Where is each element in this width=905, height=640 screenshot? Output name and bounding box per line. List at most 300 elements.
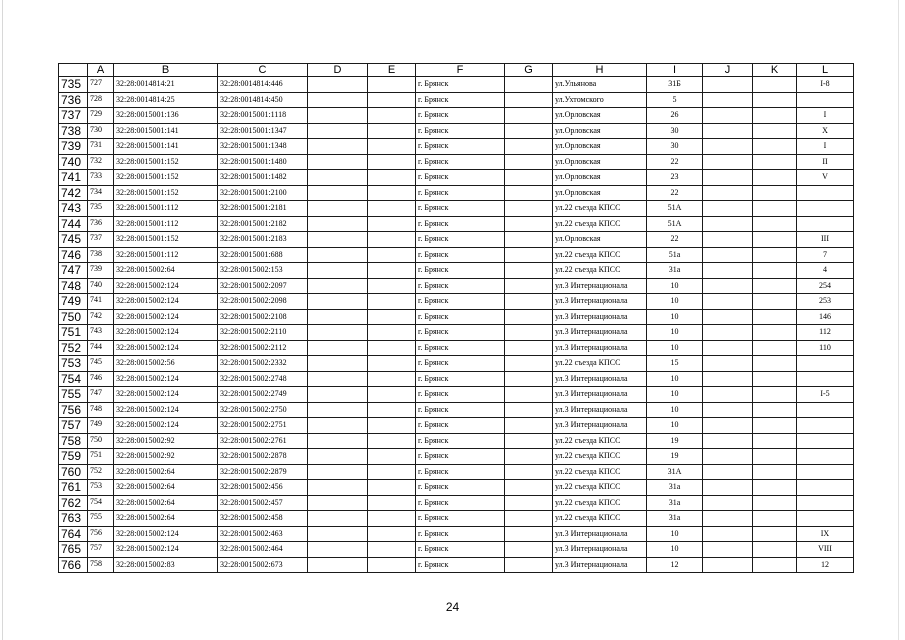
cell-l[interactable]: I-5 — [797, 387, 854, 403]
cell-a[interactable]: 738 — [88, 247, 114, 263]
cell-l[interactable]: 253 — [797, 294, 854, 310]
cell-j[interactable] — [703, 123, 753, 139]
cell-j[interactable] — [703, 170, 753, 186]
row-header[interactable]: 749 — [59, 294, 88, 310]
cell-d[interactable] — [308, 356, 368, 372]
cell-e[interactable] — [368, 278, 416, 294]
cell-e[interactable] — [368, 247, 416, 263]
row-header[interactable]: 757 — [59, 418, 88, 434]
cell-h[interactable]: ул.22 съезда КПСС — [553, 495, 647, 511]
row-header[interactable]: 745 — [59, 232, 88, 248]
cell-l[interactable]: I — [797, 108, 854, 124]
column-header-l[interactable]: L — [797, 64, 854, 77]
cell-a[interactable]: 734 — [88, 185, 114, 201]
cell-g[interactable] — [505, 418, 553, 434]
cell-i[interactable]: 10 — [647, 371, 703, 387]
cell-e[interactable] — [368, 340, 416, 356]
cell-c[interactable]: 32:28:0015001:688 — [218, 247, 308, 263]
cell-j[interactable] — [703, 449, 753, 465]
cell-f[interactable]: г. Брянск — [416, 325, 505, 341]
cell-c[interactable]: 32:28:0015002:463 — [218, 526, 308, 542]
cell-h[interactable]: ул.22 съезда КПСС — [553, 511, 647, 527]
cell-k[interactable] — [753, 387, 797, 403]
cell-l[interactable]: 12 — [797, 557, 854, 573]
cell-f[interactable]: г. Брянск — [416, 464, 505, 480]
cell-g[interactable] — [505, 464, 553, 480]
cell-b[interactable]: 32:28:0015002:92 — [114, 433, 218, 449]
cell-k[interactable] — [753, 402, 797, 418]
cell-b[interactable]: 32:28:0015001:141 — [114, 123, 218, 139]
cell-c[interactable]: 32:28:0015002:2108 — [218, 309, 308, 325]
cell-f[interactable]: г. Брянск — [416, 433, 505, 449]
cell-e[interactable] — [368, 185, 416, 201]
cell-c[interactable]: 32:28:0015001:1348 — [218, 139, 308, 155]
cell-a[interactable]: 751 — [88, 449, 114, 465]
cell-g[interactable] — [505, 139, 553, 155]
row-header[interactable]: 755 — [59, 387, 88, 403]
cell-l[interactable]: 254 — [797, 278, 854, 294]
cell-j[interactable] — [703, 263, 753, 279]
cell-d[interactable] — [308, 170, 368, 186]
cell-l[interactable] — [797, 185, 854, 201]
cell-g[interactable] — [505, 433, 553, 449]
cell-a[interactable]: 754 — [88, 495, 114, 511]
column-header-g[interactable]: G — [505, 64, 553, 77]
cell-a[interactable]: 749 — [88, 418, 114, 434]
cell-a[interactable]: 745 — [88, 356, 114, 372]
cell-i[interactable]: 10 — [647, 542, 703, 558]
cell-l[interactable]: I-8 — [797, 77, 854, 93]
cell-f[interactable]: г. Брянск — [416, 309, 505, 325]
cell-l[interactable]: 110 — [797, 340, 854, 356]
cell-i[interactable]: 31а — [647, 495, 703, 511]
cell-h[interactable]: ул.3 Интернационала — [553, 542, 647, 558]
cell-l[interactable] — [797, 216, 854, 232]
cell-k[interactable] — [753, 433, 797, 449]
cell-h[interactable]: ул.22 съезда КПСС — [553, 480, 647, 496]
cell-d[interactable] — [308, 542, 368, 558]
cell-a[interactable]: 750 — [88, 433, 114, 449]
row-header[interactable]: 761 — [59, 480, 88, 496]
cell-c[interactable]: 32:28:0015002:673 — [218, 557, 308, 573]
cell-f[interactable]: г. Брянск — [416, 371, 505, 387]
cell-c[interactable]: 32:28:0015001:2182 — [218, 216, 308, 232]
cell-i[interactable]: 31А — [647, 464, 703, 480]
cell-f[interactable]: г. Брянск — [416, 418, 505, 434]
cell-e[interactable] — [368, 170, 416, 186]
cell-g[interactable] — [505, 557, 553, 573]
cell-f[interactable]: г. Брянск — [416, 92, 505, 108]
cell-c[interactable]: 32:28:0015002:458 — [218, 511, 308, 527]
cell-g[interactable] — [505, 278, 553, 294]
cell-j[interactable] — [703, 92, 753, 108]
cell-a[interactable]: 752 — [88, 464, 114, 480]
cell-b[interactable]: 32:28:0015002:83 — [114, 557, 218, 573]
cell-k[interactable] — [753, 216, 797, 232]
cell-j[interactable] — [703, 340, 753, 356]
cell-e[interactable] — [368, 557, 416, 573]
cell-i[interactable]: 23 — [647, 170, 703, 186]
cell-k[interactable] — [753, 92, 797, 108]
cell-j[interactable] — [703, 278, 753, 294]
cell-f[interactable]: г. Брянск — [416, 278, 505, 294]
column-header-c[interactable]: C — [218, 64, 308, 77]
cell-e[interactable] — [368, 77, 416, 93]
cell-c[interactable]: 32:28:0015002:457 — [218, 495, 308, 511]
cell-g[interactable] — [505, 77, 553, 93]
cell-l[interactable] — [797, 92, 854, 108]
cell-c[interactable]: 32:28:0015002:2761 — [218, 433, 308, 449]
cell-d[interactable] — [308, 557, 368, 573]
cell-k[interactable] — [753, 340, 797, 356]
cell-h[interactable]: ул.22 съезда КПСС — [553, 356, 647, 372]
column-header-b[interactable]: B — [114, 64, 218, 77]
cell-l[interactable] — [797, 201, 854, 217]
cell-d[interactable] — [308, 92, 368, 108]
cell-l[interactable] — [797, 464, 854, 480]
cell-f[interactable]: г. Брянск — [416, 495, 505, 511]
cell-h[interactable]: ул.22 съезда КПСС — [553, 433, 647, 449]
cell-d[interactable] — [308, 232, 368, 248]
cell-d[interactable] — [308, 294, 368, 310]
cell-h[interactable]: ул.Орловская — [553, 123, 647, 139]
cell-l[interactable] — [797, 480, 854, 496]
cell-k[interactable] — [753, 232, 797, 248]
cell-a[interactable]: 753 — [88, 480, 114, 496]
row-header[interactable]: 759 — [59, 449, 88, 465]
cell-e[interactable] — [368, 309, 416, 325]
cell-j[interactable] — [703, 77, 753, 93]
cell-j[interactable] — [703, 402, 753, 418]
cell-k[interactable] — [753, 247, 797, 263]
cell-i[interactable]: 19 — [647, 433, 703, 449]
cell-g[interactable] — [505, 170, 553, 186]
cell-b[interactable]: 32:28:0015001:152 — [114, 154, 218, 170]
cell-g[interactable] — [505, 201, 553, 217]
cell-j[interactable] — [703, 418, 753, 434]
row-header[interactable]: 760 — [59, 464, 88, 480]
cell-k[interactable] — [753, 325, 797, 341]
cell-i[interactable]: 22 — [647, 154, 703, 170]
row-header[interactable]: 766 — [59, 557, 88, 573]
cell-h[interactable]: ул.22 съезда КПСС — [553, 247, 647, 263]
cell-e[interactable] — [368, 542, 416, 558]
cell-f[interactable]: г. Брянск — [416, 108, 505, 124]
cell-a[interactable]: 737 — [88, 232, 114, 248]
column-header-j[interactable]: J — [703, 64, 753, 77]
cell-e[interactable] — [368, 154, 416, 170]
cell-k[interactable] — [753, 511, 797, 527]
cell-b[interactable]: 32:28:0015002:124 — [114, 340, 218, 356]
cell-l[interactable] — [797, 371, 854, 387]
cell-i[interactable]: 26 — [647, 108, 703, 124]
column-header-corner[interactable] — [59, 64, 88, 77]
cell-j[interactable] — [703, 232, 753, 248]
cell-d[interactable] — [308, 418, 368, 434]
cell-e[interactable] — [368, 325, 416, 341]
cell-c[interactable]: 32:28:0014814:450 — [218, 92, 308, 108]
cell-h[interactable]: ул.3 Интернационала — [553, 309, 647, 325]
column-header-d[interactable]: D — [308, 64, 368, 77]
cell-f[interactable]: г. Брянск — [416, 139, 505, 155]
cell-l[interactable] — [797, 402, 854, 418]
cell-i[interactable]: 30 — [647, 123, 703, 139]
cell-b[interactable]: 32:28:0015001:136 — [114, 108, 218, 124]
cell-c[interactable]: 32:28:0015002:2878 — [218, 449, 308, 465]
cell-b[interactable]: 32:28:0015002:64 — [114, 464, 218, 480]
cell-k[interactable] — [753, 449, 797, 465]
cell-i[interactable]: 10 — [647, 294, 703, 310]
row-header[interactable]: 754 — [59, 371, 88, 387]
cell-b[interactable]: 32:28:0015001:152 — [114, 170, 218, 186]
row-header[interactable]: 762 — [59, 495, 88, 511]
cell-i[interactable]: 15 — [647, 356, 703, 372]
row-header[interactable]: 765 — [59, 542, 88, 558]
cell-g[interactable] — [505, 263, 553, 279]
cell-j[interactable] — [703, 201, 753, 217]
cell-j[interactable] — [703, 325, 753, 341]
cell-b[interactable]: 32:28:0015001:112 — [114, 201, 218, 217]
row-header[interactable]: 741 — [59, 170, 88, 186]
cell-a[interactable]: 732 — [88, 154, 114, 170]
cell-g[interactable] — [505, 480, 553, 496]
cell-k[interactable] — [753, 108, 797, 124]
cell-j[interactable] — [703, 387, 753, 403]
cell-a[interactable]: 733 — [88, 170, 114, 186]
row-header[interactable]: 738 — [59, 123, 88, 139]
cell-e[interactable] — [368, 433, 416, 449]
cell-d[interactable] — [308, 325, 368, 341]
cell-k[interactable] — [753, 294, 797, 310]
cell-b[interactable]: 32:28:0015002:56 — [114, 356, 218, 372]
cell-j[interactable] — [703, 557, 753, 573]
row-header[interactable]: 748 — [59, 278, 88, 294]
cell-b[interactable]: 32:28:0015001:112 — [114, 247, 218, 263]
cell-a[interactable]: 739 — [88, 263, 114, 279]
cell-d[interactable] — [308, 371, 368, 387]
cell-g[interactable] — [505, 371, 553, 387]
cell-k[interactable] — [753, 557, 797, 573]
cell-e[interactable] — [368, 449, 416, 465]
cell-j[interactable] — [703, 526, 753, 542]
cell-i[interactable]: 5 — [647, 92, 703, 108]
cell-k[interactable] — [753, 123, 797, 139]
cell-f[interactable]: г. Брянск — [416, 340, 505, 356]
cell-c[interactable]: 32:28:0015001:1482 — [218, 170, 308, 186]
row-header[interactable]: 742 — [59, 185, 88, 201]
cell-f[interactable]: г. Брянск — [416, 356, 505, 372]
cell-c[interactable]: 32:28:0015001:2181 — [218, 201, 308, 217]
cell-j[interactable] — [703, 480, 753, 496]
cell-b[interactable]: 32:28:0015002:124 — [114, 418, 218, 434]
cell-a[interactable]: 747 — [88, 387, 114, 403]
cell-k[interactable] — [753, 154, 797, 170]
cell-j[interactable] — [703, 433, 753, 449]
cell-c[interactable]: 32:28:0015001:1118 — [218, 108, 308, 124]
cell-c[interactable]: 32:28:0014814:446 — [218, 77, 308, 93]
cell-g[interactable] — [505, 108, 553, 124]
column-header-e[interactable]: E — [368, 64, 416, 77]
cell-e[interactable] — [368, 294, 416, 310]
cell-j[interactable] — [703, 247, 753, 263]
cell-k[interactable] — [753, 263, 797, 279]
cell-h[interactable]: ул.22 съезда КПСС — [553, 464, 647, 480]
cell-d[interactable] — [308, 201, 368, 217]
cell-k[interactable] — [753, 139, 797, 155]
cell-e[interactable] — [368, 139, 416, 155]
cell-d[interactable] — [308, 216, 368, 232]
cell-g[interactable] — [505, 387, 553, 403]
cell-b[interactable]: 32:28:0015002:64 — [114, 263, 218, 279]
cell-g[interactable] — [505, 247, 553, 263]
cell-h[interactable]: ул.22 съезда КПСС — [553, 449, 647, 465]
cell-e[interactable] — [368, 108, 416, 124]
cell-k[interactable] — [753, 371, 797, 387]
column-header-i[interactable]: I — [647, 64, 703, 77]
cell-g[interactable] — [505, 294, 553, 310]
cell-f[interactable]: г. Брянск — [416, 511, 505, 527]
cell-h[interactable]: ул.3 Интернационала — [553, 526, 647, 542]
cell-d[interactable] — [308, 340, 368, 356]
cell-g[interactable] — [505, 511, 553, 527]
cell-g[interactable] — [505, 185, 553, 201]
cell-c[interactable]: 32:28:0015002:2098 — [218, 294, 308, 310]
cell-a[interactable]: 744 — [88, 340, 114, 356]
cell-b[interactable]: 32:28:0015002:124 — [114, 371, 218, 387]
cell-f[interactable]: г. Брянск — [416, 294, 505, 310]
cell-a[interactable]: 755 — [88, 511, 114, 527]
cell-e[interactable] — [368, 92, 416, 108]
cell-e[interactable] — [368, 201, 416, 217]
cell-d[interactable] — [308, 247, 368, 263]
cell-d[interactable] — [308, 464, 368, 480]
cell-a[interactable]: 736 — [88, 216, 114, 232]
cell-k[interactable] — [753, 278, 797, 294]
cell-e[interactable] — [368, 464, 416, 480]
cell-g[interactable] — [505, 526, 553, 542]
cell-j[interactable] — [703, 154, 753, 170]
cell-b[interactable]: 32:28:0015002:92 — [114, 449, 218, 465]
cell-b[interactable]: 32:28:0014814:25 — [114, 92, 218, 108]
cell-e[interactable] — [368, 387, 416, 403]
cell-d[interactable] — [308, 77, 368, 93]
cell-f[interactable]: г. Брянск — [416, 216, 505, 232]
cell-g[interactable] — [505, 92, 553, 108]
cell-i[interactable]: 10 — [647, 402, 703, 418]
cell-a[interactable]: 729 — [88, 108, 114, 124]
cell-i[interactable]: 51А — [647, 201, 703, 217]
cell-g[interactable] — [505, 216, 553, 232]
cell-i[interactable]: 10 — [647, 325, 703, 341]
cell-l[interactable] — [797, 511, 854, 527]
cell-k[interactable] — [753, 309, 797, 325]
cell-d[interactable] — [308, 433, 368, 449]
cell-c[interactable]: 32:28:0015002:2097 — [218, 278, 308, 294]
cell-b[interactable]: 32:28:0015002:64 — [114, 480, 218, 496]
cell-f[interactable]: г. Брянск — [416, 557, 505, 573]
cell-b[interactable]: 32:28:0015002:124 — [114, 325, 218, 341]
cell-k[interactable] — [753, 418, 797, 434]
cell-a[interactable]: 757 — [88, 542, 114, 558]
cell-l[interactable]: II — [797, 154, 854, 170]
cell-a[interactable]: 741 — [88, 294, 114, 310]
cell-g[interactable] — [505, 154, 553, 170]
cell-e[interactable] — [368, 123, 416, 139]
cell-k[interactable] — [753, 170, 797, 186]
cell-c[interactable]: 32:28:0015002:2751 — [218, 418, 308, 434]
cell-a[interactable]: 758 — [88, 557, 114, 573]
cell-i[interactable]: 31а — [647, 263, 703, 279]
cell-d[interactable] — [308, 108, 368, 124]
row-header[interactable]: 744 — [59, 216, 88, 232]
cell-i[interactable]: 51А — [647, 216, 703, 232]
cell-f[interactable]: г. Брянск — [416, 402, 505, 418]
cell-h[interactable]: ул.3 Интернационала — [553, 325, 647, 341]
cell-b[interactable]: 32:28:0015001:112 — [114, 216, 218, 232]
cell-a[interactable]: 735 — [88, 201, 114, 217]
cell-e[interactable] — [368, 495, 416, 511]
cell-c[interactable]: 32:28:0015002:2879 — [218, 464, 308, 480]
cell-h[interactable]: ул.3 Интернационала — [553, 387, 647, 403]
cell-i[interactable]: 30 — [647, 139, 703, 155]
cell-c[interactable]: 32:28:0015002:456 — [218, 480, 308, 496]
cell-c[interactable]: 32:28:0015001:2100 — [218, 185, 308, 201]
cell-d[interactable] — [308, 123, 368, 139]
cell-g[interactable] — [505, 495, 553, 511]
cell-i[interactable]: 19 — [647, 449, 703, 465]
cell-a[interactable]: 743 — [88, 325, 114, 341]
cell-j[interactable] — [703, 216, 753, 232]
cell-e[interactable] — [368, 402, 416, 418]
cell-j[interactable] — [703, 139, 753, 155]
cell-b[interactable]: 32:28:0015001:152 — [114, 185, 218, 201]
cell-i[interactable]: 22 — [647, 185, 703, 201]
cell-d[interactable] — [308, 139, 368, 155]
cell-j[interactable] — [703, 464, 753, 480]
cell-b[interactable]: 32:28:0015002:124 — [114, 402, 218, 418]
cell-b[interactable]: 32:28:0015002:64 — [114, 495, 218, 511]
cell-c[interactable]: 32:28:0015002:153 — [218, 263, 308, 279]
cell-b[interactable]: 32:28:0015002:124 — [114, 309, 218, 325]
cell-j[interactable] — [703, 542, 753, 558]
cell-b[interactable]: 32:28:0015002:124 — [114, 278, 218, 294]
cell-b[interactable]: 32:28:0015001:141 — [114, 139, 218, 155]
cell-e[interactable] — [368, 232, 416, 248]
cell-c[interactable]: 32:28:0015002:464 — [218, 542, 308, 558]
cell-l[interactable]: III — [797, 232, 854, 248]
cell-l[interactable]: 146 — [797, 309, 854, 325]
cell-j[interactable] — [703, 371, 753, 387]
cell-h[interactable]: ул.3 Интернационала — [553, 418, 647, 434]
cell-f[interactable]: г. Брянск — [416, 480, 505, 496]
cell-j[interactable] — [703, 185, 753, 201]
cell-d[interactable] — [308, 449, 368, 465]
cell-i[interactable]: 10 — [647, 309, 703, 325]
cell-h[interactable]: ул.3 Интернационала — [553, 340, 647, 356]
cell-j[interactable] — [703, 511, 753, 527]
cell-c[interactable]: 32:28:0015001:1480 — [218, 154, 308, 170]
cell-l[interactable] — [797, 449, 854, 465]
cell-e[interactable] — [368, 356, 416, 372]
row-header[interactable]: 752 — [59, 340, 88, 356]
cell-l[interactable]: V — [797, 170, 854, 186]
cell-b[interactable]: 32:28:0015002:64 — [114, 511, 218, 527]
cell-j[interactable] — [703, 309, 753, 325]
cell-g[interactable] — [505, 542, 553, 558]
cell-k[interactable] — [753, 201, 797, 217]
cell-e[interactable] — [368, 480, 416, 496]
cell-l[interactable]: 4 — [797, 263, 854, 279]
